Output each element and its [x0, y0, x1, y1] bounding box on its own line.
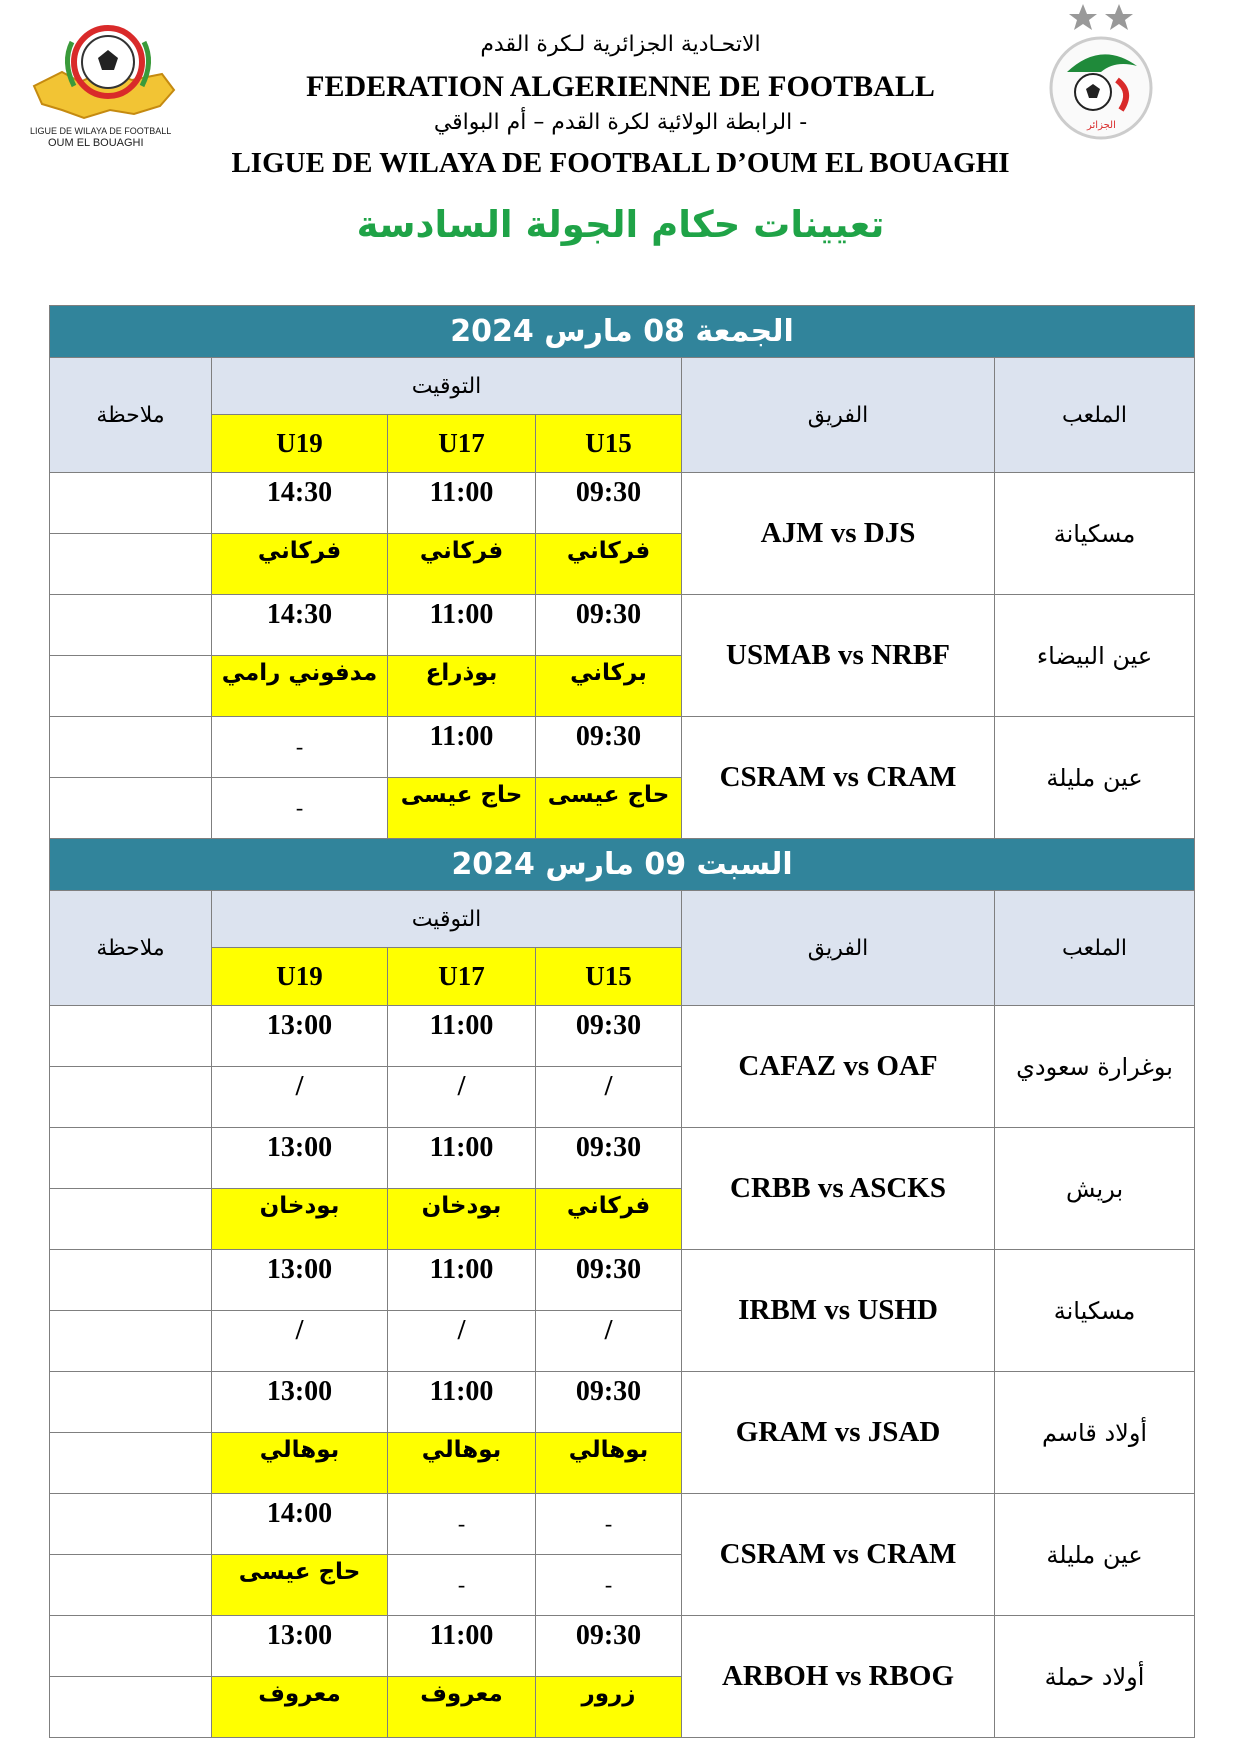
note-cell — [50, 778, 212, 839]
match-time-row — [50, 1006, 1195, 1067]
league-arabic: الرابطة الولائية لكرة القدم – أم البواقي - — [433, 110, 808, 135]
match-teams: USMAB vs NRBF — [682, 595, 995, 717]
time-u17: 11:00 — [388, 717, 536, 778]
u15-header: U15 — [536, 415, 682, 473]
referee-u19: معروف — [212, 1677, 388, 1738]
referee-u19: - — [212, 778, 388, 839]
referee-u17: فركاني — [388, 534, 536, 595]
match-teams: CSRAM vs CRAM — [682, 1494, 995, 1616]
referee-u15: - — [536, 1555, 682, 1616]
time-u15: 09:30 — [536, 717, 682, 778]
u19-header: U19 — [212, 948, 388, 1006]
team-header: الفريق — [682, 891, 995, 1006]
note-header: ملاحظة — [50, 358, 212, 473]
referee-u15: حاج عيسى — [536, 778, 682, 839]
note-cell — [50, 1128, 212, 1189]
time-u17: 11:00 — [388, 1372, 536, 1433]
time-u17: 11:00 — [388, 1128, 536, 1189]
time-u15: 09:30 — [536, 1372, 682, 1433]
u15-header: U15 — [536, 948, 682, 1006]
column-header-row — [50, 358, 1195, 415]
stadium-header: الملعب — [995, 891, 1195, 1006]
day-header — [50, 306, 1195, 358]
referee-u19: حاج عيسى — [212, 1555, 388, 1616]
referee-u15: / — [536, 1067, 682, 1128]
match-stadium: أولاد قاسم — [995, 1372, 1195, 1494]
time-u19: 13:00 — [212, 1006, 388, 1067]
u19-header: U19 — [212, 415, 388, 473]
note-cell — [50, 1372, 212, 1433]
day-label: الجمعة 08 مارس 2024 — [50, 306, 1195, 358]
referee-u15: زرور — [536, 1677, 682, 1738]
logo-right-text: الجزائر — [1087, 120, 1116, 131]
time-u19: 14:30 — [212, 595, 388, 656]
time-u15: 09:30 — [536, 1006, 682, 1067]
time-u15: 09:30 — [536, 473, 682, 534]
time-u17: 11:00 — [388, 1616, 536, 1677]
match-time-row — [50, 1128, 1195, 1189]
day-label: السبت 09 مارس 2024 — [50, 839, 1195, 891]
note-cell — [50, 534, 212, 595]
match-stadium: بوغرارة سعودي — [995, 1006, 1195, 1128]
logo-left-line1: LIGUE DE WILAYA DE FOOTBALL — [30, 126, 172, 136]
u17-header: U17 — [388, 948, 536, 1006]
referee-u15: بوهالي — [536, 1433, 682, 1494]
note-cell — [50, 595, 212, 656]
note-cell — [50, 1616, 212, 1677]
time-u15: 09:30 — [536, 595, 682, 656]
referee-u19: / — [212, 1067, 388, 1128]
federation-arabic: الاتحـادية الجزائرية لـكرة القدم — [480, 32, 761, 57]
match-teams: CSRAM vs CRAM — [682, 717, 995, 839]
timing-header: التوقيت — [212, 891, 682, 948]
match-teams: ARBOH vs RBOG — [682, 1616, 995, 1738]
timing-header: التوقيت — [212, 358, 682, 415]
page-title: تعيينات حكام الجولة السادسة — [356, 203, 885, 246]
referee-u19: مدفوني رامي — [212, 656, 388, 717]
note-cell — [50, 656, 212, 717]
time-u19: 13:00 — [212, 1128, 388, 1189]
referee-u19: بوهالي — [212, 1433, 388, 1494]
referee-u15: فركاني — [536, 1189, 682, 1250]
match-time-row — [50, 717, 1195, 778]
referee-u19: / — [212, 1311, 388, 1372]
logo-left-line2: OUM EL BOUAGHI — [48, 137, 144, 149]
note-cell — [50, 1311, 212, 1372]
referee-u15: / — [536, 1311, 682, 1372]
match-stadium: أولاد حملة — [995, 1616, 1195, 1738]
time-u19: 14:00 — [212, 1494, 388, 1555]
time-u17: 11:00 — [388, 473, 536, 534]
note-cell — [50, 1006, 212, 1067]
referee-u17: بوذراع — [388, 656, 536, 717]
time-u19: 13:00 — [212, 1372, 388, 1433]
time-u15: 09:30 — [536, 1128, 682, 1189]
match-time-row — [50, 1494, 1195, 1555]
match-stadium: مسكيانة — [995, 473, 1195, 595]
match-teams: GRAM vs JSAD — [682, 1372, 995, 1494]
stadium-header: الملعب — [995, 358, 1195, 473]
note-cell — [50, 1067, 212, 1128]
referee-schedule-table — [49, 305, 1195, 1738]
time-u19: 13:00 — [212, 1250, 388, 1311]
match-time-row — [50, 1372, 1195, 1433]
match-teams: AJM vs DJS — [682, 473, 995, 595]
referee-u17: - — [388, 1555, 536, 1616]
referee-u15: بركاني — [536, 656, 682, 717]
note-cell — [50, 1555, 212, 1616]
match-teams: CRBB vs ASCKS — [682, 1128, 995, 1250]
team-header: الفريق — [682, 358, 995, 473]
match-stadium: عين مليلة — [995, 717, 1195, 839]
match-teams: CAFAZ vs OAF — [682, 1006, 995, 1128]
time-u15: 09:30 — [536, 1616, 682, 1677]
referee-u17: / — [388, 1311, 536, 1372]
time-u15: 09:30 — [536, 1250, 682, 1311]
match-time-row — [50, 1616, 1195, 1677]
note-cell — [50, 473, 212, 534]
note-cell — [50, 1494, 212, 1555]
note-cell — [50, 1677, 212, 1738]
league-french: LIGUE DE WILAYA DE FOOTBALL D’OUM EL BOUAGHI — [231, 147, 1010, 179]
referee-u17: / — [388, 1067, 536, 1128]
referee-u19: بودخان — [212, 1189, 388, 1250]
referee-u17: حاج عيسى — [388, 778, 536, 839]
column-header-row — [50, 891, 1195, 948]
federation-french: FEDERATION ALGERIENNE DE FOOTBALL — [306, 70, 935, 103]
match-time-row — [50, 1250, 1195, 1311]
u17-header: U17 — [388, 415, 536, 473]
note-cell — [50, 1433, 212, 1494]
referee-u17: معروف — [388, 1677, 536, 1738]
note-cell — [50, 1189, 212, 1250]
referee-u19: فركاني — [212, 534, 388, 595]
match-stadium: بريش — [995, 1128, 1195, 1250]
time-u19: 14:30 — [212, 473, 388, 534]
match-time-row — [50, 595, 1195, 656]
match-teams: IRBM vs USHD — [682, 1250, 995, 1372]
match-stadium: عين البيضاء — [995, 595, 1195, 717]
note-cell — [50, 717, 212, 778]
note-cell — [50, 1250, 212, 1311]
match-stadium: مسكيانة — [995, 1250, 1195, 1372]
match-time-row — [50, 473, 1195, 534]
time-u19: - — [212, 717, 388, 778]
referee-u17: بودخان — [388, 1189, 536, 1250]
time-u19: 13:00 — [212, 1616, 388, 1677]
time-u17: 11:00 — [388, 1006, 536, 1067]
note-header: ملاحظة — [50, 891, 212, 1006]
referee-u15: فركاني — [536, 534, 682, 595]
referee-u17: بوهالي — [388, 1433, 536, 1494]
time-u17: 11:00 — [388, 1250, 536, 1311]
time-u15: - — [536, 1494, 682, 1555]
time-u17: - — [388, 1494, 536, 1555]
match-stadium: عين مليلة — [995, 1494, 1195, 1616]
day-header — [50, 839, 1195, 891]
time-u17: 11:00 — [388, 595, 536, 656]
